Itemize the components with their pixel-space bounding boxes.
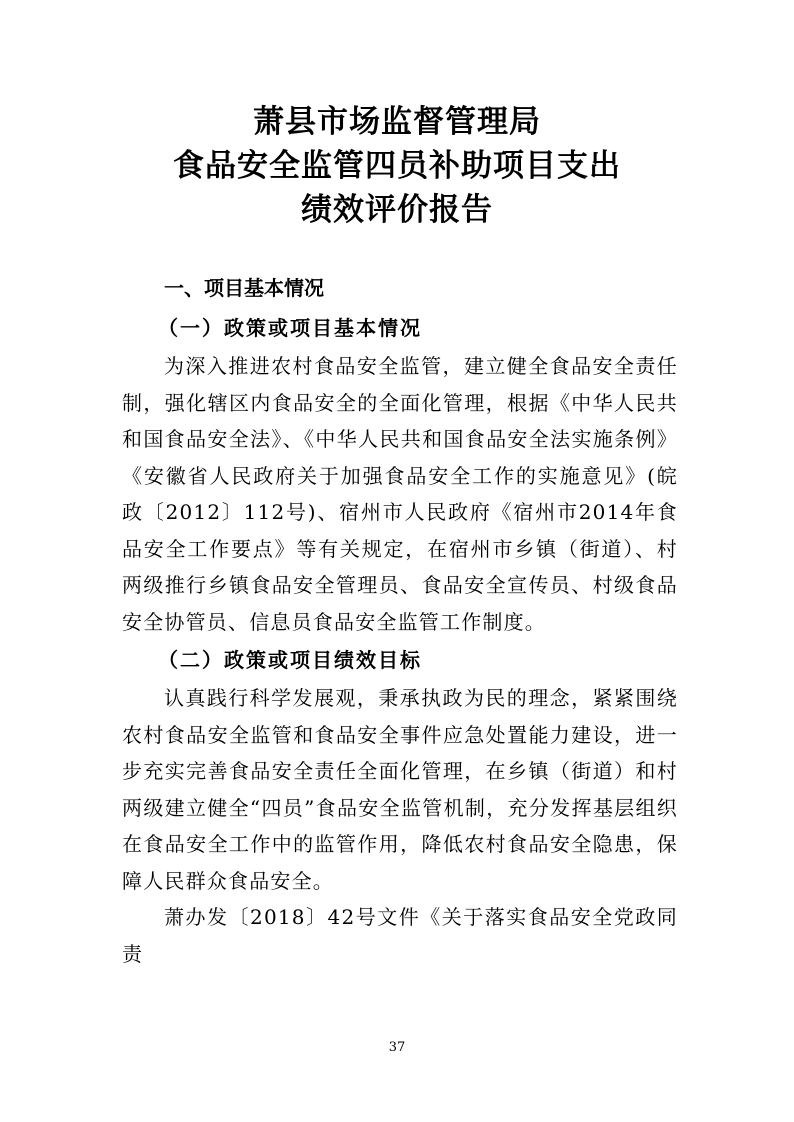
paragraph-performance-goals: 认真践行科学发展观，秉承执政为民的理念，紧紧围绕农村食品安全监管和食品安全事件应急处置能力建设，进一步充实完善食品安全责任全面化管理，在乡镇（街道）和村两级建立健全“四员”食品安全监管机制，充分发挥基层组织在食品安全工作中的监管作用，降低农村食品安全隐患，保障人民群众食品安全。 <box>122 686 678 893</box>
page-number: 37 <box>388 1040 406 1055</box>
title-line-3: 绩效评价报告 <box>301 192 493 228</box>
section-heading: 一、项目基本情况 <box>164 276 324 300</box>
subsection-heading-2: （二）政策或项目绩效目标 <box>158 648 422 672</box>
title-line-1: 萧县市场监督管理局 <box>253 104 541 140</box>
subsection-heading-1: （一）政策或项目基本情况 <box>158 316 422 340</box>
title-line-2: 食品安全监管四员补助项目支出 <box>173 148 621 184</box>
paragraph-policy-basics: 为深入推进农村食品安全监管，建立健全食品安全责任制，强化辖区内食品安全的全面化管理，根据《中华人民共和国食品安全法》、《中华人民共和国食品安全法实施条例》《安徽省人民政府关于加强食品安全工作的实施意见》(皖政〔2012〕112号)、宿州市人民政府《宿州市2014年食品安全工作要点》等有关规定，在宿州市乡镇（街道）、村两级推行乡镇食品安全管理员、食品安全宣传员、村级食品安全协管员、信息员食品安全监管工作制度。 <box>122 354 678 634</box>
document-body <box>122 268 678 972</box>
document-title <box>0 100 794 232</box>
paragraph-document-reference: 萧办发〔2018〕42号文件《关于落实食品安全党政同责 <box>122 905 678 966</box>
